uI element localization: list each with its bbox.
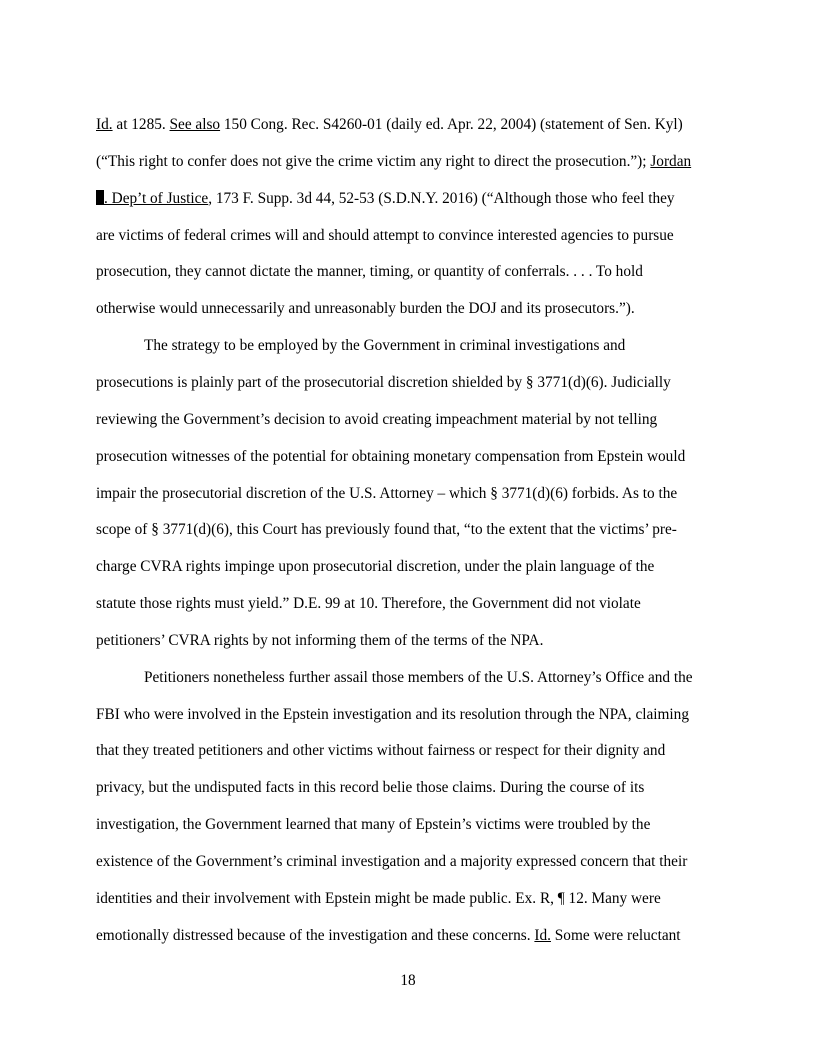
text-line-3: . Dep’t of Justice, 173 F. Supp. 3d 44, 52-53 (S.D.N.Y. 2016) (“Although those who feel they <box>96 189 675 209</box>
text-line-5: prosecution, they cannot dictate the manner, timing, or quantity of conferrals. . . . To hold <box>96 263 643 280</box>
text-line-23: emotionally distressed because of the investigation and these concerns. Id. Some were reluctant <box>96 927 681 944</box>
text-line-20: investigation, the Government learned that many of Epstein’s victims were troubled by the <box>96 816 651 833</box>
text-line-9: reviewing the Government’s decision to avoid creating impeachment material by not telling <box>96 411 658 428</box>
page-number: 18 <box>400 972 416 989</box>
text-line-15: petitioners’ CVRA rights by not informing them of the terms of the NPA. <box>96 632 544 649</box>
case-name-doj: . Dep’t of Justice <box>104 190 209 207</box>
text-line-21: existence of the Government’s criminal investigation and a majority expressed concern that their <box>96 853 688 870</box>
text-line-18: that they treated petitioners and other victims without fairness or respect for their dignity and <box>96 742 666 759</box>
text-line-2: (“This right to confer does not give the crime victim any right to direct the prosecution.”); Jordan <box>96 153 692 170</box>
text-line-11: impair the prosecutorial discretion of the U.S. Attorney – which § 3771(d)(6) forbids. As to the <box>96 485 678 502</box>
text-line-8: prosecutions is plainly part of the prosecutorial discretion shielded by § 3771(d)(6). Judicially <box>96 374 671 391</box>
citation-id: Id. <box>534 927 551 944</box>
text-line-13: charge CVRA rights impinge upon prosecutorial discretion, under the plain language of the <box>96 558 655 575</box>
citation-id: Id. <box>96 116 113 133</box>
citation-see-also: See also <box>169 116 221 133</box>
text-line-22: identities and their involvement with Epstein might be made public. Ex. R, ¶ 12. Many were <box>96 890 661 907</box>
text-line-1: Id. at 1285. See also 150 Cong. Rec. S4260-01 (daily ed. Apr. 22, 2004) (statement of Sen. Kyl) <box>96 116 683 133</box>
text-line-6: otherwise would unnecessarily and unreasonably burden the DOJ and its prosecutors.”). <box>96 300 635 317</box>
text-line-17: FBI who were involved in the Epstein investigation and its resolution through the NPA, claiming <box>96 706 689 723</box>
paragraph-start-petitioners: Petitioners nonetheless further assail those members of the U.S. Attorney’s Office and the <box>144 669 693 686</box>
text-line-10: prosecution witnesses of the potential for obtaining monetary compensation from Epstein would <box>96 448 686 465</box>
case-name-jordan: Jordan <box>650 153 692 170</box>
text-line-14: statute those rights must yield.” D.E. 99 at 10. Therefore, the Government did not violate <box>96 595 641 612</box>
text-line-4: are victims of federal crimes will and should attempt to convince interested agencies to pursue <box>96 227 674 244</box>
paragraph-start-strategy: The strategy to be employed by the Government in criminal investigations and <box>144 337 626 354</box>
text-line-19: privacy, but the undisputed facts in this record belie those claims. During the course of its <box>96 779 645 796</box>
redaction-block <box>96 190 104 205</box>
text-line-12: scope of § 3771(d)(6), this Court has previously found that, “to the extent that the victims’ pre- <box>96 521 677 538</box>
